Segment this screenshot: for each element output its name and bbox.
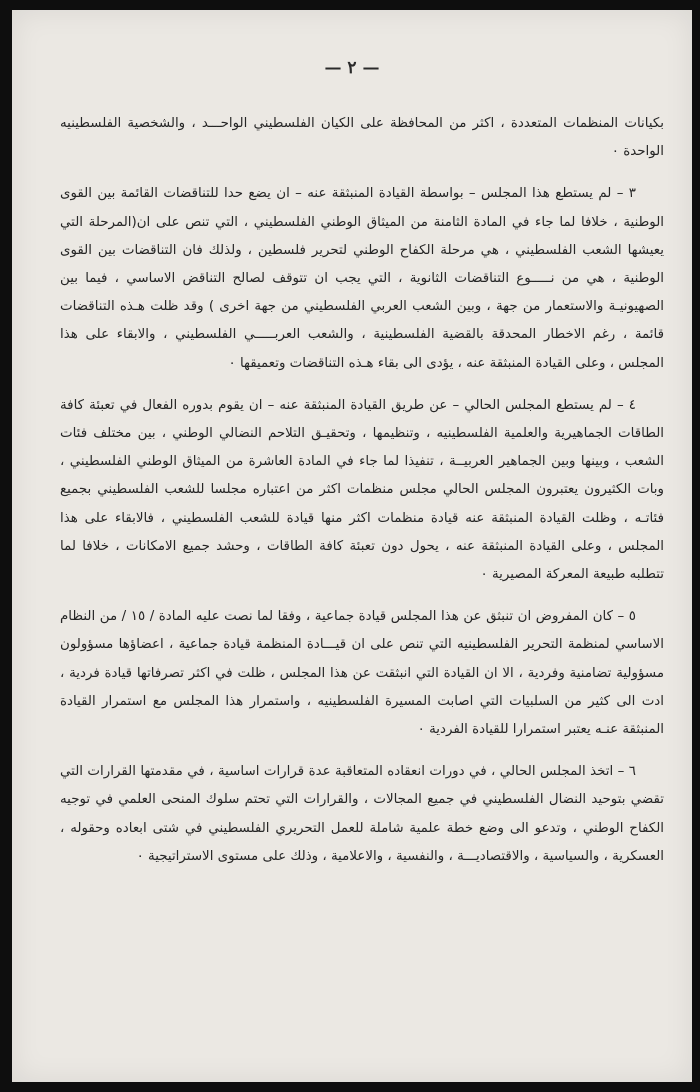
document-page (12, 10, 692, 1082)
paragraph-item-5: ٥ – كان المفروض ان تنبثق عن هذا المجلس قيادة جماعية ، وفقا لما نصت عليه المادة / ١٥ / من النظام الاساسي لمنظمة التحرير الفلسطينيه التي تنص على ان قيـــادة المنظمة قيادة جماعية ، اعضاؤها مسؤولون مسؤولية تضامنية وفردية ، الا ان القيادة التي انبثقت عن هذا المجلس ، ظلت في اكثر تصرفاتها قيادة فردية ، ادت الى كثير من السلبيات التي اصابت المسيرة الفلسطينيه ، واستمرار هذا المجلس مع استمرار القيادة المنبثقة عنـه يعتبر استمرارا للقيادة الفردية ٠ (60, 609, 664, 738)
paragraph-item-3: ٣ – لم يستطع هذا المجلس – بواسطة القيادة المنبثقة عنه – ان يضع حدا للتناقضات القائمة بين القوى الوطنية ، خلافا لما جاء في المادة الثامنة من الميثاق الوطني الفلسطيني ، التي تنص على ان(المرحلة التي يعيشها الشعب الفلسطيني ، هي مرحلة الكفاح الوطني لتحرير فلسطين ، ولذلك فان التناقضات بين القوى الوطنية ، هي من نـــــوع التناقضات الثانوية ، التي يجب ان تتوقف لصالح التناقض الاساسي ، فيما بين الصهيونيـة والاستعمار من جهة ، وبين الشعب العربي الفلسطيني من جهة اخرى ) وقد ظلت هـذه التناقضات قائمة ، رغم الاخطار المحدقة بالقضية الفلسطينية ، والشعب العربـــــي الفلسطيني ، والابقاء على هذا المجلس ، وعلى القيادة المنبثقة عنه ، يؤدى الى بقاء هـذه التناقضات وتعميقها ٠ (60, 186, 664, 371)
paragraph-item-4: ٤ – لم يستطع المجلس الحالي – عن طريق القيادة المنبثقة عنه – ان يقوم بدوره الفعال في تعبئة كافة الطاقات الجماهيرية والعلمية الفلسطينيه ، وتنظيمها ، وتحقيـق التلاحم النضالي الوطني ، بين مختلف فئات الشعب ، وبينها وبين الجماهير العربيــة ، تنفيذا لما جاء في المادة العاشرة من الميثاق الوطني الفلسطيني ، وبات الكثيرون يعتبرون المجلس الحالي مجلس منظمات اكثر من اعتباره مجلسا للشعب الفلسطيني بجميع فئاتـه ، وظلت القيادة المنبثقة عنه قيادة منظمات اكثر منها قيادة للشعب الفلسطيني ، فالابقاء على هذا المجلس ، وعلى القيادة المنبثقة عنه ، يحول دون تعبئة كافة الطاقات ، وحشد جميع الامكانات ، خلافا لما تتطلبه طبيعة المعركة المصيرية ٠ (60, 397, 664, 583)
paragraph-continuation: بكيانات المنظمات المتعددة ، اكثر من المحافظة على الكيان الفلسطيني الواحـــد ، والشخصية الفلسطينيه الواحدة ٠ (60, 116, 664, 160)
document-body (60, 110, 664, 871)
paragraph-item-6: ٦ – اتخذ المجلس الحالي ، في دورات انعقاده المتعاقبة عدة قرارات اساسية ، في مقدمتها القرارات التي تقضي بتوحيد النضال الفلسطيني في جميع المجالات ، والقرارات التي تحتم سلوك المنحى العلمي في توجيه الكفاح الوطني ، وتدعو الى وضع خطة علمية شاملة للعمل التحريري الفلسطيني في شتى ابعاده وحقوله ، العسكرية ، والسياسية ، والاقتصاديـــة ، والنفسية ، والاعلامية ، وذلك على مستوى الاستراتيجية ٠ (60, 764, 664, 864)
page-number: — ٢ — (324, 58, 380, 78)
